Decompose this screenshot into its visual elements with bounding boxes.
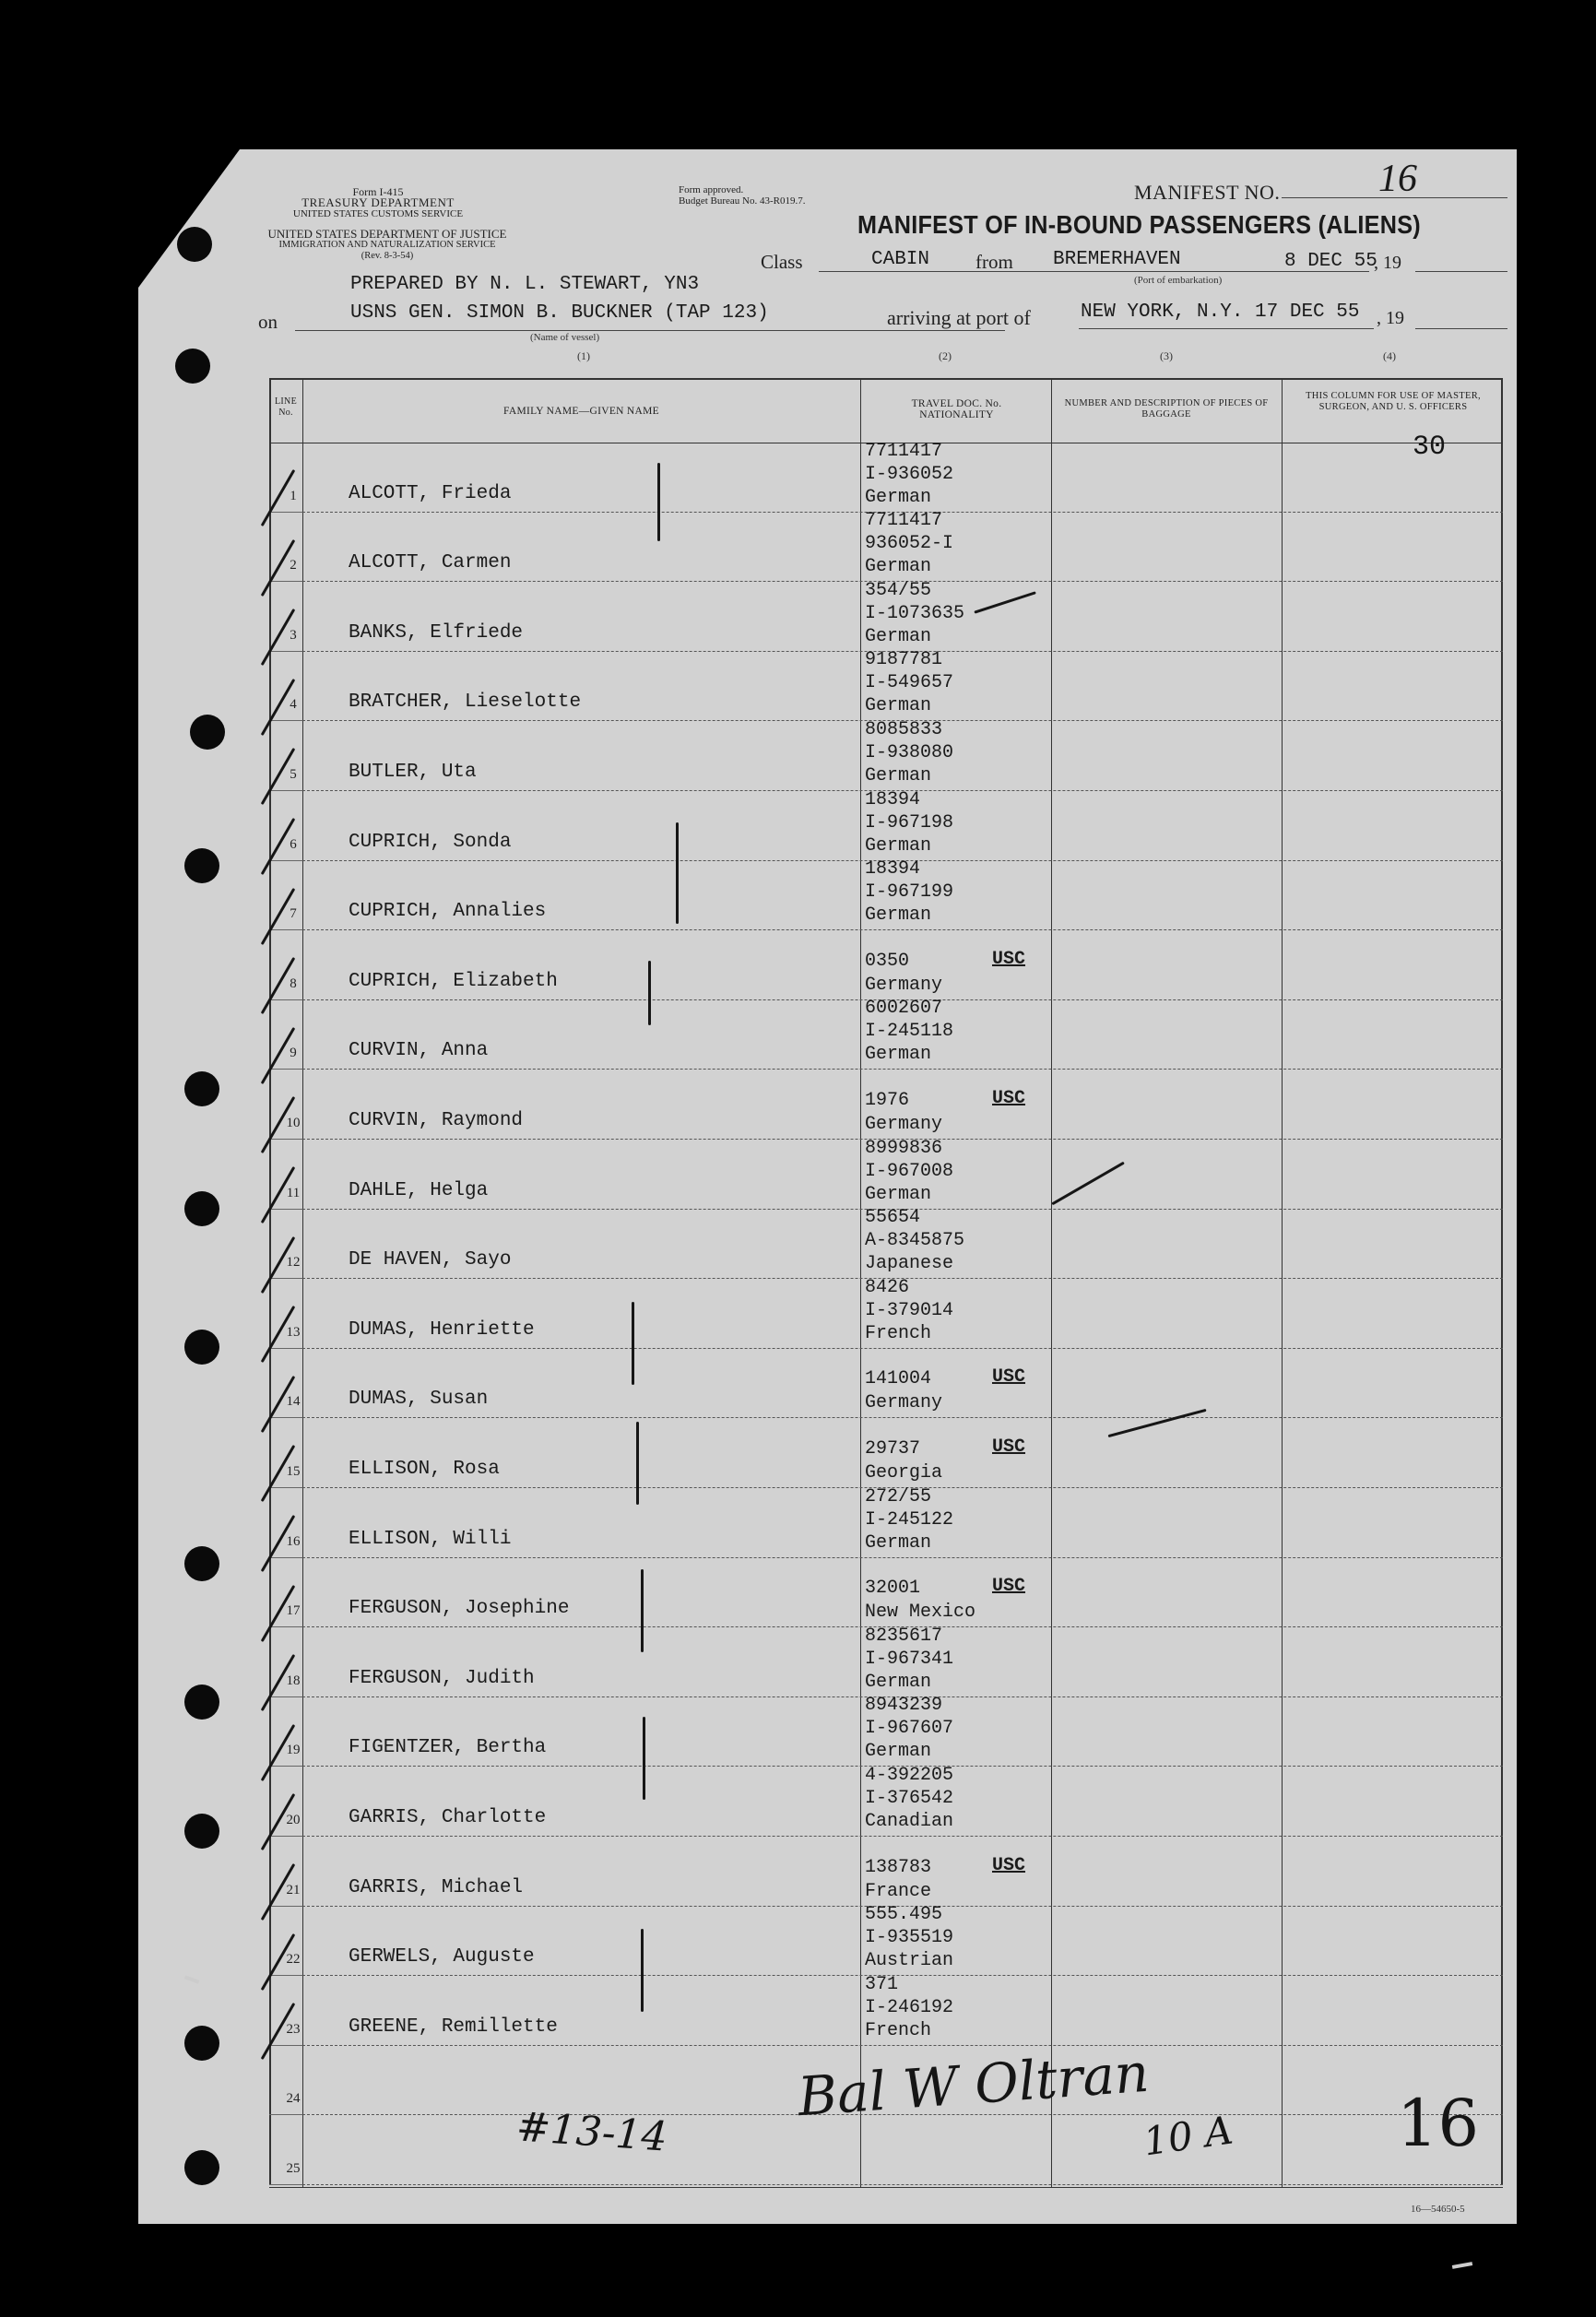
passenger-name: ALCOTT, Frieda [349,482,512,504]
line-number: 6 [290,836,297,852]
line-number: 9 [290,1046,297,1061]
nationality: Georgia [865,1462,943,1484]
travel-doc-number-2: I-1073635 [865,602,965,624]
line-number: 3 [290,627,297,643]
line-number: 7 [290,906,297,922]
passenger-name: GARRIS, Charlotte [349,1807,547,1828]
table-bottom [269,2187,1503,2188]
travel-doc-number: 8235617 [865,1625,943,1647]
col-divider [1282,378,1283,2187]
nationality: German [865,625,932,647]
page-title: MANIFEST OF IN-BOUND PASSENGERS (ALIENS) [857,210,1421,239]
nationality: German [865,1531,932,1554]
on-label: on [258,311,278,333]
travel-doc-number: 55654 [865,1207,921,1229]
passenger-name: ELLISON, Willi [349,1528,512,1550]
travel-doc-number-2: I-245122 [865,1508,954,1531]
row-separator [269,1696,302,1697]
row-separator [269,1278,302,1279]
travel-doc-number: 4-392205 [865,1765,954,1786]
travel-doc-number-2: I-935519 [865,1927,954,1949]
passenger-name: DE HAVEN, Sayo [349,1249,512,1271]
travel-doc-number-2: I-376542 [865,1788,954,1809]
passenger-name: BUTLER, Uta [349,762,477,783]
verification-stroke [643,1717,645,1800]
line-number: 5 [290,767,297,782]
travel-doc-number-2: I-967008 [865,1160,954,1182]
passenger-name: ELLISON, Rosa [349,1459,500,1480]
travel-doc-number: 6002607 [865,998,943,1020]
row-separator [302,1348,1503,1349]
line-number: 21 [286,1882,301,1897]
line-number: 14 [286,1394,301,1410]
nationality: Germany [865,1392,943,1414]
passenger-name: FERGUSON, Judith [349,1667,535,1689]
from-label: from [975,251,1013,273]
header-name: FAMILY NAME—GIVEN NAME [503,406,659,417]
col-number-4: (4) [1383,349,1396,362]
col-number-1: (1) [577,349,590,362]
nationality: New Mexico [865,1602,976,1624]
col-divider [302,378,303,2187]
nationality: German [865,1671,932,1693]
line-number: 15 [286,1464,301,1479]
nationality: German [865,1183,932,1205]
row-separator [269,1766,302,1767]
travel-doc-number: 7711417 [865,510,943,532]
row-separator [269,999,302,1000]
vessel-name: USNS GEN. SIMON B. BUCKNER (TAP 123) [350,302,769,324]
header-line-no: LINE No. [275,396,297,418]
year-suffix: , 19 [1374,253,1401,273]
row-separator [269,929,302,930]
passenger-name: DUMAS, Henriette [349,1318,535,1341]
row-separator [269,1836,302,1837]
nationality: German [865,556,932,578]
travel-doc-number: 8999836 [865,1137,943,1159]
travel-doc-number-2: I-938080 [865,742,954,763]
vessel-caption: (Name of vessel) [530,332,600,343]
verification-stroke [676,822,679,924]
form-id-block [267,186,489,219]
row-separator [269,860,302,861]
year-underline-2 [1415,328,1507,329]
manifest-no-label: MANIFEST NO. [1134,181,1281,204]
citizenship-marker: USC [992,1436,1026,1458]
line-number: 2 [290,558,297,573]
passenger-name: ALCOTT, Carmen [349,552,512,574]
travel-doc-number: 272/55 [865,1485,932,1507]
travel-doc-number-2: 141004 [865,1368,932,1390]
time-annotation: 10 A [1141,2107,1236,2165]
row-separator [269,1069,302,1070]
punch-hole [184,2026,219,2061]
passenger-name: FERGUSON, Josephine [349,1598,570,1620]
nationality: Japanese [865,1253,954,1275]
travel-doc-number: 354/55 [865,579,932,601]
punch-hole [184,1191,219,1226]
from-date: 8 DEC 55 [1284,251,1377,272]
passenger-name: BANKS, Elfriede [349,621,524,644]
punch-hole [184,1330,219,1365]
verification-stroke [641,1569,644,1652]
justice-block [249,229,526,262]
nationality: French [865,1322,932,1344]
line-number: 22 [286,1952,301,1968]
line-number: 4 [290,697,297,713]
travel-doc-number-2: 32001 [865,1578,921,1600]
header-travel-doc: TRAVEL DOC. No. NATIONALITY [911,398,1002,420]
line-number: 12 [286,1255,301,1271]
verification-stroke [632,1302,634,1385]
nationality: German [865,834,932,857]
travel-doc-number-2: I-246192 [865,1996,954,2018]
line-number: 13 [286,1324,301,1340]
row-separator [269,1348,302,1349]
passenger-name: CUPRICH, Annalies [349,901,547,923]
travel-doc-number-2: 138783 [865,1856,932,1878]
ins-name: IMMIGRATION AND NATURALIZATION SERVICE [278,240,496,250]
row-separator [269,1209,302,1210]
line-number: 24 [286,2091,301,2107]
punch-hole [184,2150,219,2185]
prepared-by: PREPARED BY N. L. STEWART, YN3 [350,274,700,295]
punch-hole [177,227,212,262]
punch-hole [184,848,219,883]
service-name: UNITED STATES CUSTOMS SERVICE [292,208,464,219]
passenger-name: DUMAS, Susan [349,1389,489,1411]
line-number: 23 [286,2021,301,2037]
justice-department: UNITED STATES DEPARTMENT OF JUSTICE [267,227,507,241]
row-separator [302,1069,1503,1070]
travel-doc-number-2: 936052-I [865,533,954,555]
punch-hole [175,349,210,384]
nationality: German [865,904,932,927]
arrival-port: NEW YORK, N.Y. 17 DEC 55 [1081,301,1360,323]
line-number: 16 [286,1533,301,1549]
approval-text: Form approved. [679,184,744,195]
row-separator [302,1975,1503,1976]
travel-doc-number-2: A-8345875 [865,1230,965,1252]
passenger-name: CUPRICH, Elizabeth [349,970,558,992]
col-number-2: (2) [939,349,952,362]
travel-doc-number: 555.495 [865,1904,943,1926]
row-separator [269,2114,302,2115]
travel-doc-number-2: I-379014 [865,1299,954,1321]
travel-doc-number-2: 29737 [865,1438,921,1460]
verification-stroke [641,1929,644,2012]
citizenship-marker: USC [992,1576,1026,1598]
travel-doc-number: 8085833 [865,719,943,740]
passenger-name: GREENE, Remillette [349,2016,558,2038]
line-number: 8 [290,975,297,991]
department-name: TREASURY DEPARTMENT [301,195,455,209]
travel-doc-number: 8943239 [865,1695,943,1717]
line-number: 18 [286,1673,301,1688]
line-number: 1 [290,488,297,503]
nationality: Austrian [865,1950,954,1972]
row-separator [302,2045,1503,2046]
row24-annotation: #13-14 [514,2103,669,2161]
line-number: 19 [286,1743,301,1758]
passenger-name: BRATCHER, Lieselotte [349,692,582,714]
row-separator [269,720,302,721]
travel-doc-number-2: I-245118 [865,1021,954,1043]
nationality: France [865,1880,932,1902]
travel-doc-number-2: I-967607 [865,1718,954,1740]
count-annotation: 30 [1413,431,1447,463]
travel-doc-number-2: 0350 [865,950,910,972]
passenger-name: FIGENTZER, Bertha [349,1737,547,1759]
row-separator [269,1139,302,1140]
nationality: German [865,1741,932,1763]
line-number: 17 [286,1603,301,1619]
citizenship-marker: USC [992,1088,1026,1109]
port-embark-caption: (Port of embarkation) [1134,275,1223,286]
form-footer-code: 16—54650-5 [1411,2204,1465,2215]
nationality: French [865,2019,932,2041]
travel-doc-number: 371 [865,1973,899,1995]
travel-doc-number: 18394 [865,788,921,810]
row-separator [269,1417,302,1418]
nationality: German [865,486,932,508]
verification-stroke [657,463,660,541]
year-suffix-2: , 19 [1377,308,1404,328]
travel-doc-number-2: I-967198 [865,811,954,833]
passenger-name: DAHLE, Helga [349,1179,489,1201]
class-label: Class [761,251,803,273]
travel-doc-number: 18394 [865,858,921,881]
row-separator [269,2184,302,2185]
nationality: Canadian [865,1811,954,1832]
form-number: Form I-415 [352,185,404,198]
row-separator [269,581,302,582]
travel-doc-number-2: I-967199 [865,881,954,904]
punch-hole [190,715,225,750]
col-divider [860,378,861,2187]
line-number: 11 [286,1185,301,1200]
citizenship-marker: USC [992,1366,1026,1389]
vessel-underline [295,330,1005,331]
inspector-signature: Bal W Oltran [796,2040,1152,2129]
nationality: Germany [865,1114,943,1135]
year-underline [1415,271,1507,272]
row-separator [269,1487,302,1488]
travel-doc-number-2: 1976 [865,1090,910,1111]
row-separator [302,1417,1503,1418]
row-separator [302,2184,1503,2185]
row-separator [269,512,302,513]
approval-block [679,184,805,207]
line-number: 25 [286,2161,301,2176]
punch-hole [184,1685,219,1720]
nationality: German [865,1044,932,1066]
row-separator [269,1975,302,1976]
punch-hole [184,1814,219,1849]
citizenship-marker: USC [992,948,1026,970]
manifest-no-value: 16 [1378,158,1417,200]
passenger-name: GERWELS, Auguste [349,1946,535,1968]
row-separator [269,651,302,652]
row-separator [269,1557,302,1558]
punch-hole [184,1546,219,1581]
passenger-name: CURVIN, Raymond [349,1110,524,1131]
arrival-underline [1079,328,1374,329]
nationality: German [865,695,932,717]
row-separator [302,1557,1503,1558]
passenger-name: CURVIN, Anna [349,1040,489,1062]
from-port: BREMERHAVEN [1053,249,1181,270]
arriving-label: arriving at port of [887,306,1031,329]
passenger-name: CUPRICH, Sonda [349,831,512,853]
manifest-sheet [138,149,1517,2224]
row-separator [302,929,1503,930]
nationality: Germany [865,974,943,996]
passenger-name: GARRIS, Michael [349,1876,524,1898]
line-number: 20 [286,1813,301,1827]
travel-doc-number-2: I-549657 [865,672,954,694]
verification-stroke [636,1422,639,1505]
revision: (Rev. 8-3-54) [361,251,414,261]
row-separator [269,2045,302,2046]
budget-number: Budget Bureau No. 43-R019.7. [679,195,806,207]
row-separator [269,1906,302,1907]
line-number: 10 [286,1116,301,1130]
travel-doc-number: 9187781 [865,649,943,671]
verification-stroke [648,961,651,1025]
travel-doc-number: 8426 [865,1276,910,1298]
border-mark [1452,2262,1472,2269]
header-baggage: NUMBER AND DESCRIPTION OF PIECES OF BAGGAGE [1064,398,1269,420]
citizenship-marker: USC [992,1854,1026,1876]
page-annotation: 16 [1397,2086,1480,2161]
travel-doc-number-2: I-936052 [865,463,954,485]
row-separator [269,790,302,791]
row-separator [302,1836,1503,1837]
travel-doc-number-2: I-967341 [865,1648,954,1670]
header-officers: THIS COLUMN FOR USE OF MASTER, SURGEON, AND U. S. OFFICERS [1306,391,1481,412]
torn-corner [138,149,240,288]
class-value: CABIN [871,249,930,270]
col-divider [1051,378,1052,2187]
nationality: German [865,765,932,786]
punch-hole [184,1071,219,1106]
row-separator [269,1626,302,1627]
travel-doc-number: 7711417 [865,440,943,462]
col-number-3: (3) [1160,349,1173,362]
